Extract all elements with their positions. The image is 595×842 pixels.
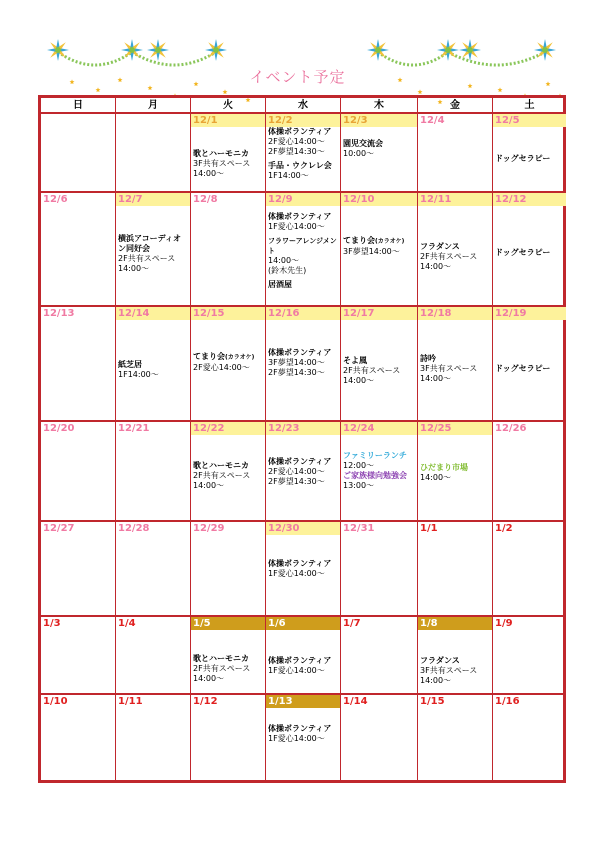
date-label: 1/1 <box>420 523 438 534</box>
event-text: 14:00～ <box>420 473 452 482</box>
event-text: 2F愛心14:00～ <box>268 467 325 476</box>
star-burst-icon <box>534 39 556 61</box>
day-cell <box>41 422 116 522</box>
day-cell <box>266 695 341 783</box>
event-line <box>495 364 564 374</box>
event-text: 紙芝居 <box>118 360 142 369</box>
star-garland-decoration <box>0 0 595 105</box>
day-cell <box>418 193 493 307</box>
day-cell <box>266 193 341 307</box>
event-line <box>268 280 338 290</box>
event-line <box>193 159 263 169</box>
day-cell <box>341 522 418 617</box>
event-list <box>341 320 417 386</box>
garland-swag <box>132 52 216 65</box>
date-label: 1/2 <box>495 523 513 534</box>
date-label: 12/16 <box>266 307 340 320</box>
event-text: 2F共有スペース <box>343 366 401 375</box>
event-line <box>420 656 490 666</box>
star-burst-icon <box>459 39 481 61</box>
event-line <box>118 234 188 244</box>
date-label: 1/9 <box>495 618 513 629</box>
event-line <box>268 559 338 569</box>
event-text: 体操ボランティア <box>268 212 332 221</box>
event-text: 3F夢望14:00～ <box>268 358 325 367</box>
event-line <box>343 366 415 376</box>
event-text: 2F愛心14:00～ <box>193 363 250 372</box>
event-line <box>420 252 490 262</box>
day-cell <box>266 617 341 695</box>
event-text: 1F愛心14:00～ <box>268 734 325 743</box>
day-cell <box>191 617 266 695</box>
event-line <box>118 360 188 370</box>
star-center <box>375 47 381 53</box>
day-cell <box>418 114 493 193</box>
event-list <box>266 206 340 290</box>
event-text: 横浜アコーディオ <box>118 234 181 243</box>
event-line <box>268 266 338 276</box>
date-label: 1/12 <box>193 696 218 707</box>
event-text: 体操ボランティア <box>268 724 332 733</box>
event-text: (鈴木先生) <box>268 266 307 275</box>
date-label: 1/13 <box>266 695 340 708</box>
event-text: 14:00～ <box>268 256 300 265</box>
event-text: 居酒屋 <box>268 280 292 289</box>
event-line <box>420 676 490 686</box>
event-line <box>268 236 338 256</box>
day-cell <box>493 522 566 617</box>
event-text: 3F共有スペース <box>193 159 251 168</box>
event-text: 歌とハーモニカ <box>193 461 249 470</box>
date-label: 1/4 <box>118 618 136 629</box>
event-text: 体操ボランティア <box>268 457 332 466</box>
event-list <box>493 206 566 258</box>
star-center <box>129 47 135 53</box>
event-list <box>266 708 340 744</box>
date-label: 12/27 <box>43 523 75 534</box>
star-center <box>467 47 473 53</box>
day-cell <box>191 193 266 307</box>
event-text: 2F愛心14:00～ <box>268 137 325 146</box>
date-label: 12/1 <box>191 114 265 127</box>
event-line <box>268 256 338 266</box>
event-text: 体操ボランティア <box>268 656 332 665</box>
date-label: 12/12 <box>493 193 566 206</box>
event-text: ン同好会 <box>118 244 150 253</box>
star-burst-icon <box>437 39 459 61</box>
event-text: てまり会 <box>343 236 375 245</box>
date-label: 1/10 <box>43 696 68 707</box>
event-list <box>341 127 417 159</box>
day-cell <box>266 522 341 617</box>
event-line <box>268 127 338 137</box>
date-label: 12/2 <box>266 114 340 127</box>
event-text: 14:00～ <box>193 169 225 178</box>
day-cell <box>41 193 116 307</box>
event-list <box>266 127 340 181</box>
day-cell <box>341 114 418 193</box>
day-cell <box>116 114 191 193</box>
day-cell <box>191 695 266 783</box>
event-text: 1F愛心14:00～ <box>268 666 325 675</box>
event-line <box>268 569 338 579</box>
event-line <box>193 169 263 179</box>
event-list <box>191 127 265 179</box>
date-label: 12/25 <box>418 422 492 435</box>
event-text: 14:00～ <box>420 262 452 271</box>
day-cell <box>493 695 566 783</box>
event-line <box>193 461 263 471</box>
event-line <box>420 262 490 272</box>
event-line <box>343 471 415 481</box>
day-cell <box>191 307 266 422</box>
star-center <box>55 47 61 53</box>
day-cell <box>41 522 116 617</box>
event-line <box>193 674 263 684</box>
event-text: 歌とハーモニカ <box>193 654 249 663</box>
event-line <box>268 212 338 222</box>
event-line <box>343 451 415 461</box>
event-text: 13:00～ <box>343 481 375 490</box>
date-label: 12/19 <box>493 307 566 320</box>
event-list <box>418 630 492 686</box>
event-list <box>266 630 340 676</box>
event-line <box>343 461 415 471</box>
garland-swag <box>58 52 132 65</box>
event-line <box>420 242 490 252</box>
event-text: 詩吟 <box>420 354 436 363</box>
day-cell <box>493 114 566 193</box>
day-cell <box>341 307 418 422</box>
date-label: 12/15 <box>191 307 265 320</box>
date-label: 12/13 <box>43 308 75 319</box>
day-cell <box>116 422 191 522</box>
event-list <box>418 320 492 384</box>
day-cell <box>493 307 566 422</box>
event-text: 体操ボランティア <box>268 348 332 357</box>
event-list <box>191 435 265 491</box>
event-line <box>268 724 338 734</box>
event-line <box>268 467 338 477</box>
date-label: 1/6 <box>266 617 340 630</box>
date-label: 1/8 <box>418 617 492 630</box>
date-label: 1/15 <box>420 696 445 707</box>
event-text: ご家族様向勉強会 <box>343 471 407 480</box>
event-text: 14:00～ <box>193 481 225 490</box>
event-line <box>268 368 338 378</box>
event-line <box>343 139 415 149</box>
event-text: 3F共有スペース <box>420 364 478 373</box>
event-line <box>268 457 338 467</box>
date-label: 12/23 <box>266 422 340 435</box>
day-cell <box>41 114 116 193</box>
event-text: 1F愛心14:00～ <box>268 222 325 231</box>
weekday-header: 火 <box>191 98 266 114</box>
star-burst-icon <box>47 39 69 61</box>
day-cell <box>418 522 493 617</box>
event-text: 2F夢望14:30～ <box>268 477 325 486</box>
day-cell <box>341 193 418 307</box>
day-cell <box>116 522 191 617</box>
event-tag: (カラオケ) <box>375 238 405 245</box>
event-tag: (カラオケ) <box>225 354 255 361</box>
event-line <box>193 654 263 664</box>
star-center <box>542 47 548 53</box>
event-line <box>193 664 263 674</box>
event-text: 14:00～ <box>118 264 150 273</box>
date-label: 12/20 <box>43 423 75 434</box>
event-line <box>343 481 415 491</box>
day-cell <box>116 307 191 422</box>
event-text: ドッグセラピー <box>495 154 551 163</box>
event-line <box>193 149 263 159</box>
event-list <box>191 630 265 684</box>
event-line <box>193 471 263 481</box>
date-label: 12/10 <box>341 193 417 206</box>
date-label: 12/22 <box>191 422 265 435</box>
event-text: 園児交流会 <box>343 139 383 148</box>
weekday-header: 土 <box>493 98 566 114</box>
garland-swag <box>448 52 545 65</box>
event-line <box>268 656 338 666</box>
event-text: 2F共有スペース <box>420 252 478 261</box>
star-burst-icon <box>205 39 227 61</box>
day-cell <box>418 422 493 522</box>
date-label: 1/16 <box>495 696 520 707</box>
day-cell <box>418 617 493 695</box>
event-line <box>268 147 338 157</box>
event-line <box>420 473 490 483</box>
weekday-header: 水 <box>266 98 341 114</box>
event-text: ファミリーランチ <box>343 451 407 460</box>
day-cell <box>116 193 191 307</box>
date-label: 1/11 <box>118 696 143 707</box>
event-text: フラダンス <box>420 656 460 665</box>
event-list <box>493 127 566 164</box>
event-list <box>116 206 190 274</box>
star-burst-icon <box>147 39 169 61</box>
date-label: 12/8 <box>193 194 218 205</box>
star-burst-icon <box>367 39 389 61</box>
star-center <box>213 47 219 53</box>
event-text: ドッグセラピー <box>495 248 551 257</box>
event-line <box>420 374 490 384</box>
day-cell <box>493 193 566 307</box>
event-line <box>268 734 338 744</box>
date-label: 12/4 <box>420 115 445 126</box>
event-line <box>343 356 415 366</box>
small-star-icon <box>96 87 101 92</box>
event-text: 2F夢望14:30～ <box>268 368 325 377</box>
day-cell <box>41 617 116 695</box>
event-text: 3F共有スペース <box>420 666 478 675</box>
event-text: 歌とハーモニカ <box>193 149 249 158</box>
event-text: 2F夢望14:30～ <box>268 147 325 156</box>
weekday-header: 木 <box>341 98 418 114</box>
small-star-icon <box>418 89 423 94</box>
event-line <box>420 463 490 473</box>
weekday-header: 日 <box>41 98 116 114</box>
day-cell <box>191 114 266 193</box>
event-list <box>191 320 265 373</box>
event-line <box>268 348 338 358</box>
event-list <box>418 435 492 483</box>
date-label: 12/30 <box>266 522 340 535</box>
day-cell <box>41 307 116 422</box>
event-list <box>493 320 566 374</box>
date-label: 12/31 <box>343 523 375 534</box>
event-line <box>343 236 415 247</box>
event-line <box>420 666 490 676</box>
event-line <box>118 370 188 380</box>
event-text: 体操ボランティア <box>268 127 332 136</box>
day-cell <box>418 695 493 783</box>
event-line <box>495 154 564 164</box>
small-star-icon <box>223 89 228 94</box>
event-list <box>341 206 417 257</box>
event-list <box>116 320 190 380</box>
date-label: 12/26 <box>495 423 527 434</box>
event-list <box>341 435 417 491</box>
day-cell <box>191 422 266 522</box>
event-text: フラダンス <box>420 242 460 251</box>
day-cell <box>341 422 418 522</box>
event-text: 1F14:00～ <box>268 171 309 180</box>
date-label: 12/21 <box>118 423 150 434</box>
day-cell <box>191 522 266 617</box>
event-line <box>193 352 263 363</box>
date-label: 1/7 <box>343 618 361 629</box>
event-text: てまり会 <box>193 352 225 361</box>
event-line <box>343 376 415 386</box>
day-cell <box>341 695 418 783</box>
date-label: 12/29 <box>193 523 225 534</box>
date-label: 12/3 <box>341 114 417 127</box>
event-line <box>268 477 338 487</box>
event-line <box>268 171 338 181</box>
event-line <box>268 161 338 171</box>
weekday-header: 月 <box>116 98 191 114</box>
event-text: 2F共有スペース <box>193 471 251 480</box>
event-text: 14:00～ <box>420 676 452 685</box>
page-title: イベント予定 <box>249 68 346 86</box>
event-line <box>268 222 338 232</box>
date-label: 12/9 <box>266 193 340 206</box>
event-text: 1F愛心14:00～ <box>268 569 325 578</box>
event-calendar <box>38 95 566 783</box>
date-label: 12/14 <box>116 307 190 320</box>
small-star-icon <box>498 87 503 92</box>
event-list <box>266 535 340 579</box>
event-text: 3F夢望14:00～ <box>343 247 400 256</box>
day-cell <box>341 617 418 695</box>
event-line <box>193 363 263 373</box>
day-cell <box>41 695 116 783</box>
date-label: 12/7 <box>116 193 190 206</box>
event-line <box>118 264 188 274</box>
date-label: 1/5 <box>191 617 265 630</box>
event-text: 14:00～ <box>193 674 225 683</box>
date-label: 12/17 <box>341 307 417 320</box>
event-line <box>118 244 188 254</box>
weekday-header: 金 <box>418 98 493 114</box>
date-label: 12/6 <box>43 194 68 205</box>
event-line <box>268 666 338 676</box>
event-line <box>268 358 338 368</box>
day-cell <box>116 695 191 783</box>
date-label: 12/24 <box>341 422 417 435</box>
event-text: 2F共有スペース <box>193 664 251 673</box>
event-line <box>193 481 263 491</box>
event-text: そよ風 <box>343 356 367 365</box>
event-line <box>420 354 490 364</box>
date-label: 12/18 <box>418 307 492 320</box>
event-line <box>420 364 490 374</box>
event-line <box>343 149 415 159</box>
day-cell <box>418 307 493 422</box>
event-list <box>418 206 492 272</box>
event-line <box>268 137 338 147</box>
event-text: 手品・ウクレレ会 <box>268 161 332 170</box>
event-text: 体操ボランティア <box>268 559 332 568</box>
date-label: 1/14 <box>343 696 368 707</box>
star-center <box>155 47 161 53</box>
day-cell <box>266 307 341 422</box>
star-burst-icon <box>121 39 143 61</box>
date-label: 12/5 <box>493 114 566 127</box>
event-text: 12:00～ <box>343 461 375 470</box>
date-label: 12/11 <box>418 193 492 206</box>
day-cell <box>493 422 566 522</box>
day-cell <box>266 422 341 522</box>
day-cell <box>266 114 341 193</box>
event-list <box>266 320 340 378</box>
garland-swag <box>378 52 448 65</box>
date-label: 1/3 <box>43 618 61 629</box>
event-line <box>118 254 188 264</box>
event-text: 14:00～ <box>420 374 452 383</box>
event-text: ひだまり市場 <box>420 463 468 472</box>
event-list <box>266 435 340 487</box>
event-text: フラワーアレンジメント <box>268 237 337 255</box>
day-cell <box>493 617 566 695</box>
event-text: 14:00～ <box>343 376 375 385</box>
event-text: 1F14:00～ <box>118 370 159 379</box>
star-center <box>445 47 451 53</box>
event-text: 2F共有スペース <box>118 254 176 263</box>
event-line <box>495 248 564 258</box>
event-line <box>343 247 415 257</box>
day-cell <box>116 617 191 695</box>
event-text: ドッグセラピー <box>495 364 551 373</box>
date-label: 12/28 <box>118 523 150 534</box>
event-text: 10:00～ <box>343 149 375 158</box>
